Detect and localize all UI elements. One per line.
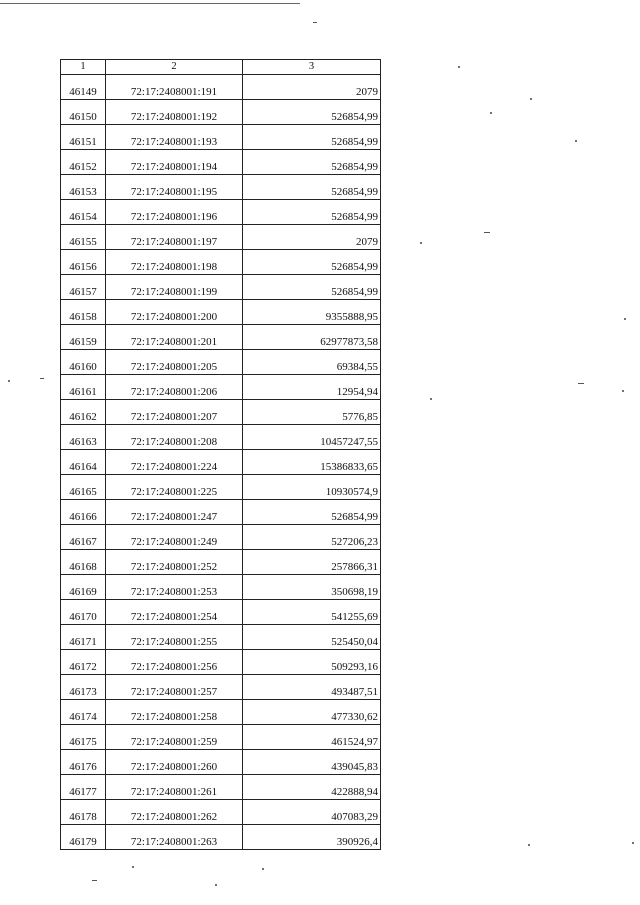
table-row: [61, 75, 381, 100]
table-row: [61, 475, 381, 500]
row-number-cell: 46165: [61, 475, 106, 500]
scan-speck: [575, 140, 577, 142]
table-row: [61, 400, 381, 425]
row-number-cell: 46150: [61, 100, 106, 125]
row-number-cell: 46167: [61, 525, 106, 550]
table-row: [61, 625, 381, 650]
scan-edge-line: [0, 3, 300, 4]
value-cell: 526854,99: [243, 200, 381, 225]
cadastral-number-cell: 72:17:2408001:256: [106, 650, 243, 675]
row-number-cell: 46163: [61, 425, 106, 450]
row-number-cell: 46156: [61, 250, 106, 275]
value-cell: 10930574,9: [243, 475, 381, 500]
scan-speck: [458, 66, 460, 68]
value-cell: 439045,83: [243, 750, 381, 775]
value-cell: 422888,94: [243, 775, 381, 800]
scan-speck: [490, 112, 492, 114]
scan-speck: [215, 884, 217, 886]
cadastral-number-cell: 72:17:2408001:208: [106, 425, 243, 450]
value-cell: 527206,23: [243, 525, 381, 550]
cadastral-number-cell: 72:17:2408001:263: [106, 825, 243, 850]
cadastral-number-cell: 72:17:2408001:249: [106, 525, 243, 550]
row-number-cell: 46176: [61, 750, 106, 775]
row-number-cell: 46155: [61, 225, 106, 250]
table-row: [61, 425, 381, 450]
cadastral-number-cell: 72:17:2408001:198: [106, 250, 243, 275]
table-row: [61, 100, 381, 125]
scan-speck: [624, 318, 626, 320]
scan-speck: [8, 380, 10, 382]
table-row: [61, 500, 381, 525]
row-number-cell: 46177: [61, 775, 106, 800]
table-row: [61, 250, 381, 275]
row-number-cell: 46159: [61, 325, 106, 350]
value-cell: 62977873,58: [243, 325, 381, 350]
scan-mark: [578, 383, 584, 384]
cadastral-number-cell: 72:17:2408001:253: [106, 575, 243, 600]
row-number-cell: 46161: [61, 375, 106, 400]
value-cell: 526854,99: [243, 150, 381, 175]
value-cell: 10457247,55: [243, 425, 381, 450]
row-number-cell: 46172: [61, 650, 106, 675]
value-cell: 509293,16: [243, 650, 381, 675]
row-number-cell: 46166: [61, 500, 106, 525]
table-row: [61, 550, 381, 575]
data-table: [60, 59, 381, 850]
column-header-2: 2: [106, 60, 243, 75]
value-cell: 526854,99: [243, 500, 381, 525]
table-row: [61, 525, 381, 550]
cadastral-number-cell: 72:17:2408001:194: [106, 150, 243, 175]
value-cell: 12954,94: [243, 375, 381, 400]
cadastral-number-cell: 72:17:2408001:207: [106, 400, 243, 425]
value-cell: 477330,62: [243, 700, 381, 725]
scan-speck: [420, 242, 422, 244]
scan-speck: [430, 398, 432, 400]
row-number-cell: 46178: [61, 800, 106, 825]
cadastral-number-cell: 72:17:2408001:192: [106, 100, 243, 125]
scan-speck: [528, 844, 530, 846]
table-row: [61, 700, 381, 725]
scan-mark: [313, 22, 317, 23]
row-number-cell: 46154: [61, 200, 106, 225]
value-cell: 69384,55: [243, 350, 381, 375]
cadastral-number-cell: 72:17:2408001:247: [106, 500, 243, 525]
table-row: [61, 300, 381, 325]
scan-speck: [132, 866, 134, 868]
cadastral-number-cell: 72:17:2408001:262: [106, 800, 243, 825]
value-cell: 526854,99: [243, 100, 381, 125]
scan-speck: [262, 868, 264, 870]
cadastral-number-cell: 72:17:2408001:255: [106, 625, 243, 650]
cadastral-number-cell: 72:17:2408001:205: [106, 350, 243, 375]
value-cell: 15386833,65: [243, 450, 381, 475]
table-row: [61, 575, 381, 600]
cadastral-number-cell: 72:17:2408001:201: [106, 325, 243, 350]
table-row: [61, 375, 381, 400]
row-number-cell: 46157: [61, 275, 106, 300]
table-row: [61, 200, 381, 225]
cadastral-number-cell: 72:17:2408001:225: [106, 475, 243, 500]
row-number-cell: 46169: [61, 575, 106, 600]
row-number-cell: 46173: [61, 675, 106, 700]
value-cell: 461524,97: [243, 725, 381, 750]
value-cell: 390926,4: [243, 825, 381, 850]
cadastral-number-cell: 72:17:2408001:206: [106, 375, 243, 400]
table-row: [61, 600, 381, 625]
cadastral-number-cell: 72:17:2408001:196: [106, 200, 243, 225]
table-row: [61, 275, 381, 300]
row-number-cell: 46151: [61, 125, 106, 150]
scan-mark: [484, 232, 490, 233]
scan-mark: [92, 880, 97, 881]
column-header-3: 3: [243, 60, 381, 75]
row-number-cell: 46162: [61, 400, 106, 425]
table-row: [61, 775, 381, 800]
row-number-cell: 46170: [61, 600, 106, 625]
value-cell: 526854,99: [243, 175, 381, 200]
row-number-cell: 46175: [61, 725, 106, 750]
scan-speck: [530, 98, 532, 100]
cadastral-number-cell: 72:17:2408001:224: [106, 450, 243, 475]
cadastral-number-cell: 72:17:2408001:260: [106, 750, 243, 775]
value-cell: 2079: [243, 225, 381, 250]
row-number-cell: 46174: [61, 700, 106, 725]
cadastral-number-cell: 72:17:2408001:193: [106, 125, 243, 150]
value-cell: 350698,19: [243, 575, 381, 600]
value-cell: 526854,99: [243, 250, 381, 275]
cadastral-number-cell: 72:17:2408001:254: [106, 600, 243, 625]
value-cell: 257866,31: [243, 550, 381, 575]
row-number-cell: 46164: [61, 450, 106, 475]
table-row: [61, 450, 381, 475]
cadastral-number-cell: 72:17:2408001:252: [106, 550, 243, 575]
table-row: [61, 150, 381, 175]
value-cell: 541255,69: [243, 600, 381, 625]
row-number-cell: 46152: [61, 150, 106, 175]
row-number-cell: 46168: [61, 550, 106, 575]
cadastral-number-cell: 72:17:2408001:195: [106, 175, 243, 200]
row-number-cell: 46149: [61, 75, 106, 100]
value-cell: 526854,99: [243, 125, 381, 150]
cadastral-number-cell: 72:17:2408001:259: [106, 725, 243, 750]
table-row: [61, 800, 381, 825]
cadastral-number-cell: 72:17:2408001:257: [106, 675, 243, 700]
row-number-cell: 46153: [61, 175, 106, 200]
row-number-cell: 46171: [61, 625, 106, 650]
value-cell: 493487,51: [243, 675, 381, 700]
table-row: [61, 725, 381, 750]
cadastral-number-cell: 72:17:2408001:261: [106, 775, 243, 800]
table-row: [61, 175, 381, 200]
table-row: [61, 650, 381, 675]
table-row: [61, 825, 381, 850]
table-row: [61, 675, 381, 700]
table-row: [61, 225, 381, 250]
value-cell: 9355888,95: [243, 300, 381, 325]
value-cell: 526854,99: [243, 275, 381, 300]
value-cell: 407083,29: [243, 800, 381, 825]
value-cell: 2079: [243, 75, 381, 100]
table-header-row: [61, 60, 381, 75]
cadastral-number-cell: 72:17:2408001:197: [106, 225, 243, 250]
value-cell: 525450,04: [243, 625, 381, 650]
row-number-cell: 46160: [61, 350, 106, 375]
row-number-cell: 46179: [61, 825, 106, 850]
table-row: [61, 750, 381, 775]
cadastral-number-cell: 72:17:2408001:258: [106, 700, 243, 725]
column-header-1: 1: [61, 60, 106, 75]
cadastral-number-cell: 72:17:2408001:191: [106, 75, 243, 100]
value-cell: 5776,85: [243, 400, 381, 425]
table-row: [61, 125, 381, 150]
table-row: [61, 350, 381, 375]
cadastral-number-cell: 72:17:2408001:200: [106, 300, 243, 325]
row-number-cell: 46158: [61, 300, 106, 325]
table-row: [61, 325, 381, 350]
scan-speck: [622, 390, 624, 392]
scan-mark: [40, 378, 44, 379]
scan-speck: [632, 842, 634, 844]
cadastral-number-cell: 72:17:2408001:199: [106, 275, 243, 300]
